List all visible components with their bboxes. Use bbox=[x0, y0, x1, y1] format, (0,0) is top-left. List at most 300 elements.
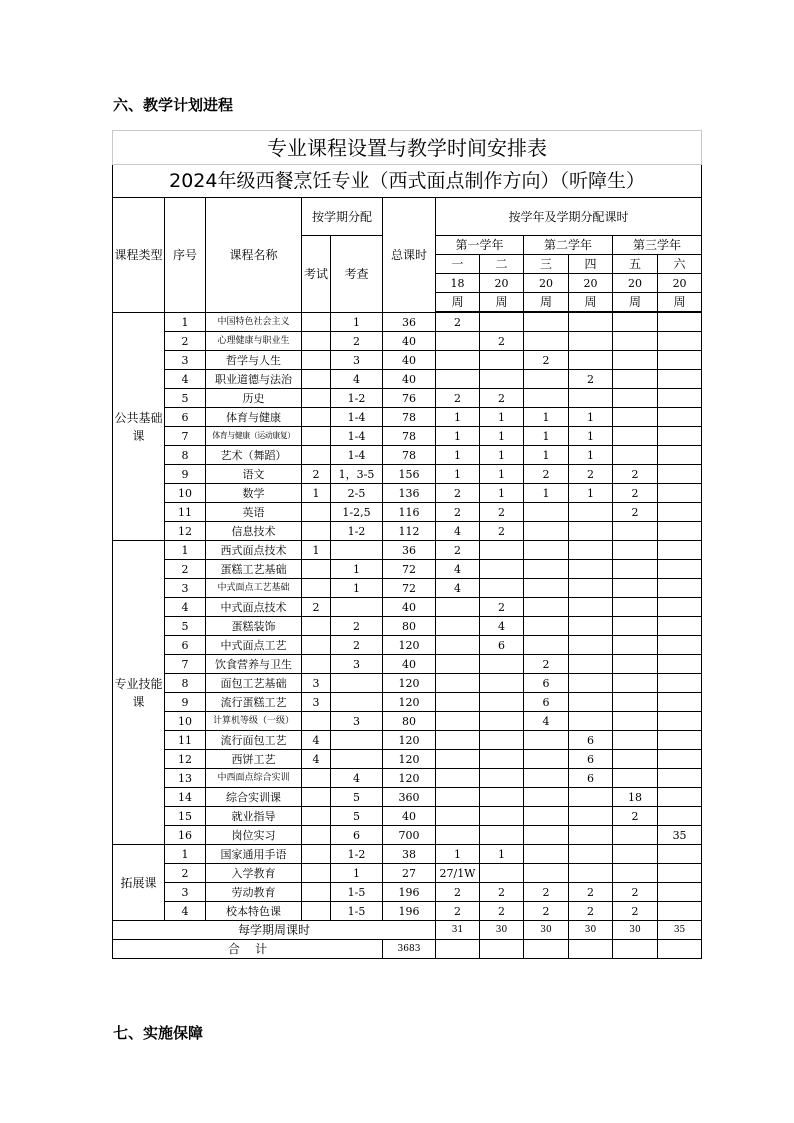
semester-hours-cell bbox=[524, 769, 569, 788]
header-weeks-2: 20 bbox=[480, 274, 524, 293]
course-type-cell: 公共基础课 bbox=[113, 313, 165, 541]
semester-hours-cell bbox=[613, 579, 658, 598]
exam-cell bbox=[302, 351, 331, 370]
semester-hours-cell bbox=[613, 598, 658, 617]
weekly-total-cell: 30 bbox=[480, 921, 524, 940]
semester-hours-cell: 2 bbox=[436, 902, 480, 921]
empty-cell bbox=[524, 940, 569, 959]
semester-hours-cell bbox=[613, 769, 658, 788]
semester-hours-cell: 2 bbox=[480, 503, 524, 522]
semester-hours-cell bbox=[524, 332, 569, 351]
semester-hours-cell bbox=[569, 351, 613, 370]
semester-hours-cell bbox=[524, 864, 569, 883]
total-hours-cell: 120 bbox=[383, 769, 436, 788]
semester-hours-cell bbox=[480, 351, 524, 370]
semester-hours-cell bbox=[613, 351, 658, 370]
course-name-cell: 计算机等级（一级） bbox=[206, 712, 302, 731]
header-weeks-3: 20 bbox=[524, 274, 569, 293]
semester-hours-cell bbox=[658, 902, 702, 921]
seq-cell: 4 bbox=[165, 902, 206, 921]
semester-hours-cell bbox=[480, 579, 524, 598]
header-semester-2: 二 bbox=[480, 255, 524, 274]
exam-cell bbox=[302, 522, 331, 541]
header-year-3: 第三学年 bbox=[613, 236, 702, 255]
total-hours-cell: 36 bbox=[383, 313, 436, 332]
semester-hours-cell bbox=[658, 560, 702, 579]
course-name-cell: 职业道德与法治 bbox=[206, 370, 302, 389]
semester-hours-cell bbox=[658, 465, 702, 484]
total-hours-cell: 112 bbox=[383, 522, 436, 541]
semester-hours-cell bbox=[613, 636, 658, 655]
semester-hours-cell bbox=[613, 560, 658, 579]
semester-hours-cell: 6 bbox=[569, 769, 613, 788]
semester-hours-cell bbox=[480, 560, 524, 579]
semester-hours-cell bbox=[658, 503, 702, 522]
exam-cell: 2 bbox=[302, 465, 331, 484]
semester-hours-cell bbox=[480, 693, 524, 712]
total-hours-cell: 78 bbox=[383, 446, 436, 465]
semester-hours-cell bbox=[524, 788, 569, 807]
semester-hours-cell bbox=[436, 674, 480, 693]
seq-cell: 9 bbox=[165, 693, 206, 712]
header-week-unit: 周 bbox=[480, 293, 524, 312]
semester-hours-cell: 1 bbox=[569, 427, 613, 446]
semester-hours-cell: 2 bbox=[480, 883, 524, 902]
total-hours-cell: 700 bbox=[383, 826, 436, 845]
check-cell: 1，3-5 bbox=[331, 465, 383, 484]
exam-cell: 1 bbox=[302, 541, 331, 560]
seq-cell: 8 bbox=[165, 674, 206, 693]
header-course-name: 课程名称 bbox=[206, 198, 302, 313]
semester-hours-cell bbox=[480, 655, 524, 674]
total-hours-cell: 80 bbox=[383, 617, 436, 636]
semester-hours-cell: 1 bbox=[524, 427, 569, 446]
semester-hours-cell bbox=[658, 636, 702, 655]
exam-cell: 4 bbox=[302, 750, 331, 769]
semester-hours-cell bbox=[436, 712, 480, 731]
course-name-cell: 流行面包工艺 bbox=[206, 731, 302, 750]
semester-hours-cell: 1 bbox=[436, 427, 480, 446]
seq-cell: 3 bbox=[165, 351, 206, 370]
semester-hours-cell bbox=[569, 807, 613, 826]
semester-hours-cell: 2 bbox=[480, 902, 524, 921]
semester-hours-cell: 2 bbox=[436, 503, 480, 522]
seq-cell: 13 bbox=[165, 769, 206, 788]
semester-hours-cell bbox=[524, 845, 569, 864]
table-row bbox=[113, 807, 702, 826]
semester-hours-cell: 4 bbox=[436, 560, 480, 579]
exam-cell bbox=[302, 845, 331, 864]
semester-hours-cell bbox=[658, 693, 702, 712]
header-week-unit: 周 bbox=[613, 293, 658, 312]
semester-hours-cell bbox=[658, 522, 702, 541]
check-cell: 1 bbox=[331, 560, 383, 579]
semester-hours-cell: 4 bbox=[436, 522, 480, 541]
seq-cell: 6 bbox=[165, 636, 206, 655]
semester-hours-cell bbox=[613, 731, 658, 750]
table-row bbox=[113, 408, 702, 427]
exam-cell bbox=[302, 769, 331, 788]
course-name-cell: 国家通用手语 bbox=[206, 845, 302, 864]
semester-hours-cell: 2 bbox=[436, 389, 480, 408]
semester-hours-cell bbox=[569, 655, 613, 674]
course-name-cell: 历史 bbox=[206, 389, 302, 408]
exam-cell bbox=[302, 427, 331, 446]
total-hours-cell: 40 bbox=[383, 598, 436, 617]
table-row bbox=[113, 655, 702, 674]
empty-cell bbox=[658, 940, 702, 959]
total-hours-cell: 72 bbox=[383, 560, 436, 579]
semester-hours-cell: 2 bbox=[524, 351, 569, 370]
header-week-unit: 周 bbox=[436, 293, 480, 312]
semester-hours-cell: 1 bbox=[480, 446, 524, 465]
total-hours-cell: 120 bbox=[383, 750, 436, 769]
course-name-cell: 入学教育 bbox=[206, 864, 302, 883]
exam-cell: 2 bbox=[302, 598, 331, 617]
semester-hours-cell: 2 bbox=[613, 807, 658, 826]
semester-hours-cell bbox=[524, 370, 569, 389]
semester-hours-cell bbox=[658, 731, 702, 750]
semester-hours-cell: 2 bbox=[436, 541, 480, 560]
total-hours-cell: 120 bbox=[383, 636, 436, 655]
header-check: 考查 bbox=[331, 236, 383, 313]
exam-cell bbox=[302, 636, 331, 655]
table-row bbox=[113, 389, 702, 408]
semester-hours-cell bbox=[658, 788, 702, 807]
check-cell: 1-2,5 bbox=[331, 503, 383, 522]
semester-hours-cell bbox=[436, 769, 480, 788]
course-name-cell: 英语 bbox=[206, 503, 302, 522]
empty-cell bbox=[480, 940, 524, 959]
semester-hours-cell bbox=[569, 788, 613, 807]
semester-hours-cell bbox=[658, 541, 702, 560]
semester-hours-cell: 6 bbox=[480, 636, 524, 655]
semester-hours-cell bbox=[658, 655, 702, 674]
check-cell: 2 bbox=[331, 617, 383, 636]
total-hours-cell: 40 bbox=[383, 332, 436, 351]
course-name-cell: 体育与健康 bbox=[206, 408, 302, 427]
semester-hours-cell bbox=[658, 389, 702, 408]
exam-cell bbox=[302, 902, 331, 921]
semester-hours-cell bbox=[436, 826, 480, 845]
semester-hours-cell: 4 bbox=[480, 617, 524, 636]
semester-hours-cell bbox=[613, 332, 658, 351]
check-cell: 3 bbox=[331, 351, 383, 370]
total-hours-cell: 40 bbox=[383, 655, 436, 674]
check-cell: 5 bbox=[331, 807, 383, 826]
semester-hours-cell bbox=[569, 598, 613, 617]
table-row bbox=[113, 332, 702, 351]
semester-hours-cell bbox=[569, 826, 613, 845]
semester-hours-cell: 18 bbox=[613, 788, 658, 807]
seq-cell: 15 bbox=[165, 807, 206, 826]
semester-hours-cell bbox=[658, 446, 702, 465]
semester-hours-cell bbox=[613, 693, 658, 712]
header-week-unit: 周 bbox=[524, 293, 569, 312]
semester-hours-cell bbox=[524, 598, 569, 617]
table-row bbox=[113, 427, 702, 446]
header-semester-6: 六 bbox=[658, 255, 702, 274]
header-seq: 序号 bbox=[165, 198, 206, 313]
semester-hours-cell bbox=[524, 636, 569, 655]
course-name-cell: 蛋糕工艺基础 bbox=[206, 560, 302, 579]
course-name-cell: 哲学与人生 bbox=[206, 351, 302, 370]
semester-hours-cell bbox=[524, 313, 569, 332]
total-hours-cell: 80 bbox=[383, 712, 436, 731]
table-subtitle: 2024年级西餐烹饪专业（西式面点制作方向）（听障生） bbox=[113, 165, 702, 198]
exam-cell bbox=[302, 313, 331, 332]
semester-hours-cell: 2 bbox=[613, 484, 658, 503]
course-name-cell: 就业指导 bbox=[206, 807, 302, 826]
total-hours-cell: 40 bbox=[383, 351, 436, 370]
semester-hours-cell: 1 bbox=[436, 446, 480, 465]
semester-hours-cell bbox=[658, 484, 702, 503]
seq-cell: 12 bbox=[165, 750, 206, 769]
seq-cell: 8 bbox=[165, 446, 206, 465]
semester-hours-cell: 2 bbox=[524, 465, 569, 484]
semester-hours-cell: 1 bbox=[480, 408, 524, 427]
seq-cell: 10 bbox=[165, 712, 206, 731]
check-cell: 1-4 bbox=[331, 427, 383, 446]
semester-hours-cell bbox=[524, 731, 569, 750]
exam-cell bbox=[302, 864, 331, 883]
table-row bbox=[113, 541, 702, 560]
table-row bbox=[113, 370, 702, 389]
semester-hours-cell: 2 bbox=[569, 902, 613, 921]
table-row bbox=[113, 788, 702, 807]
check-cell bbox=[331, 674, 383, 693]
check-cell: 5 bbox=[331, 788, 383, 807]
table-row bbox=[113, 693, 702, 712]
table-row bbox=[113, 902, 702, 921]
total-hours-cell: 72 bbox=[383, 579, 436, 598]
semester-hours-cell: 1 bbox=[569, 484, 613, 503]
semester-hours-cell: 1 bbox=[436, 845, 480, 864]
table-row bbox=[113, 617, 702, 636]
section-heading-implementation: 七、实施保障 bbox=[113, 1024, 204, 1042]
course-name-cell: 信息技术 bbox=[206, 522, 302, 541]
exam-cell: 1 bbox=[302, 484, 331, 503]
semester-hours-cell bbox=[524, 389, 569, 408]
header-semester-5: 五 bbox=[613, 255, 658, 274]
header-semester-4: 四 bbox=[569, 255, 613, 274]
semester-hours-cell bbox=[613, 427, 658, 446]
header-weeks-6: 20 bbox=[658, 274, 702, 293]
check-cell: 1-2 bbox=[331, 389, 383, 408]
header-course-type: 课程类型 bbox=[113, 198, 165, 313]
check-cell: 1-2 bbox=[331, 522, 383, 541]
course-name-cell: 流行蛋糕工艺 bbox=[206, 693, 302, 712]
header-exam: 考试 bbox=[302, 236, 331, 313]
header-weeks-5: 20 bbox=[613, 274, 658, 293]
semester-hours-cell bbox=[569, 541, 613, 560]
seq-cell: 6 bbox=[165, 408, 206, 427]
header-semester-3: 三 bbox=[524, 255, 569, 274]
semester-hours-cell bbox=[658, 351, 702, 370]
check-cell: 1-5 bbox=[331, 902, 383, 921]
header-week-unit: 周 bbox=[658, 293, 702, 312]
weekly-total-row bbox=[113, 921, 702, 940]
exam-cell bbox=[302, 788, 331, 807]
table-row bbox=[113, 636, 702, 655]
check-cell: 4 bbox=[331, 769, 383, 788]
semester-hours-cell bbox=[436, 617, 480, 636]
course-name-cell: 面包工艺基础 bbox=[206, 674, 302, 693]
empty-cell bbox=[613, 940, 658, 959]
table-row bbox=[113, 826, 702, 845]
check-cell: 6 bbox=[331, 826, 383, 845]
semester-hours-cell bbox=[524, 579, 569, 598]
total-hours-cell: 40 bbox=[383, 370, 436, 389]
exam-cell: 3 bbox=[302, 693, 331, 712]
table-row bbox=[113, 465, 702, 484]
total-hours-cell: 76 bbox=[383, 389, 436, 408]
total-hours-cell: 78 bbox=[383, 427, 436, 446]
total-hours-cell: 196 bbox=[383, 883, 436, 902]
check-cell: 1 bbox=[331, 864, 383, 883]
semester-hours-cell bbox=[436, 636, 480, 655]
weekly-total-cell: 30 bbox=[569, 921, 613, 940]
semester-hours-cell bbox=[658, 370, 702, 389]
course-name-cell: 西式面点技术 bbox=[206, 541, 302, 560]
header-year-2: 第二学年 bbox=[524, 236, 613, 255]
header-by-semester: 按学期分配 bbox=[302, 198, 383, 236]
table-row bbox=[113, 712, 702, 731]
grand-total-label: 合 计 bbox=[113, 940, 383, 959]
semester-hours-cell bbox=[658, 807, 702, 826]
semester-hours-cell bbox=[569, 332, 613, 351]
semester-hours-cell: 35 bbox=[658, 826, 702, 845]
semester-hours-cell: 2 bbox=[613, 503, 658, 522]
exam-cell bbox=[302, 560, 331, 579]
semester-hours-cell bbox=[613, 655, 658, 674]
semester-hours-cell bbox=[613, 864, 658, 883]
course-name-cell: 西饼工艺 bbox=[206, 750, 302, 769]
semester-hours-cell bbox=[480, 807, 524, 826]
semester-hours-cell: 2 bbox=[480, 522, 524, 541]
semester-hours-cell bbox=[436, 351, 480, 370]
semester-hours-cell: 1 bbox=[480, 465, 524, 484]
semester-hours-cell bbox=[658, 750, 702, 769]
course-name-cell: 中西面点综合实训 bbox=[206, 769, 302, 788]
exam-cell bbox=[302, 332, 331, 351]
semester-hours-cell bbox=[658, 712, 702, 731]
semester-hours-cell: 2 bbox=[480, 332, 524, 351]
semester-hours-cell: 1 bbox=[480, 484, 524, 503]
table-row bbox=[113, 351, 702, 370]
semester-hours-cell: 1 bbox=[569, 446, 613, 465]
weekly-total-cell: 30 bbox=[613, 921, 658, 940]
semester-hours-cell: 2 bbox=[569, 370, 613, 389]
exam-cell bbox=[302, 807, 331, 826]
semester-hours-cell bbox=[613, 845, 658, 864]
seq-cell: 11 bbox=[165, 503, 206, 522]
seq-cell: 7 bbox=[165, 427, 206, 446]
section-heading-teaching-plan: 六、教学计划进程 bbox=[113, 96, 234, 114]
semester-hours-cell bbox=[524, 807, 569, 826]
semester-hours-cell: 2 bbox=[613, 883, 658, 902]
semester-hours-cell bbox=[613, 617, 658, 636]
semester-hours-cell bbox=[480, 731, 524, 750]
seq-cell: 1 bbox=[165, 845, 206, 864]
header-total-hours: 总课时 bbox=[383, 198, 436, 313]
semester-hours-cell bbox=[524, 750, 569, 769]
semester-hours-cell: 2 bbox=[524, 655, 569, 674]
table-row bbox=[113, 864, 702, 883]
semester-hours-cell bbox=[658, 845, 702, 864]
table-row bbox=[113, 560, 702, 579]
semester-hours-cell bbox=[480, 541, 524, 560]
check-cell bbox=[331, 541, 383, 560]
semester-hours-cell bbox=[658, 579, 702, 598]
total-hours-cell: 360 bbox=[383, 788, 436, 807]
semester-hours-cell bbox=[569, 313, 613, 332]
course-schedule-table bbox=[112, 130, 702, 959]
semester-hours-cell bbox=[480, 370, 524, 389]
semester-hours-cell bbox=[436, 788, 480, 807]
table-title: 专业课程设置与教学时间安排表 bbox=[113, 131, 702, 165]
course-name-cell: 岗位实习 bbox=[206, 826, 302, 845]
semester-hours-cell bbox=[569, 560, 613, 579]
semester-hours-cell: 6 bbox=[569, 731, 613, 750]
semester-hours-cell: 27/1W bbox=[436, 864, 480, 883]
semester-hours-cell bbox=[569, 389, 613, 408]
semester-hours-cell: 2 bbox=[436, 484, 480, 503]
total-hours-cell: 196 bbox=[383, 902, 436, 921]
course-name-cell: 饮食营养与卫生 bbox=[206, 655, 302, 674]
semester-hours-cell: 1 bbox=[480, 845, 524, 864]
check-cell: 1 bbox=[331, 579, 383, 598]
check-cell: 1-4 bbox=[331, 446, 383, 465]
check-cell: 2-5 bbox=[331, 484, 383, 503]
semester-hours-cell bbox=[613, 674, 658, 693]
seq-cell: 5 bbox=[165, 389, 206, 408]
course-name-cell: 心理健康与职业生 bbox=[206, 332, 302, 351]
semester-hours-cell: 1 bbox=[480, 427, 524, 446]
semester-hours-cell bbox=[613, 826, 658, 845]
semester-hours-cell bbox=[436, 807, 480, 826]
seq-cell: 12 bbox=[165, 522, 206, 541]
semester-hours-cell bbox=[658, 883, 702, 902]
semester-hours-cell bbox=[658, 598, 702, 617]
semester-hours-cell bbox=[436, 598, 480, 617]
semester-hours-cell bbox=[480, 788, 524, 807]
semester-hours-cell: 2 bbox=[569, 883, 613, 902]
semester-hours-cell: 4 bbox=[436, 579, 480, 598]
grand-total-row bbox=[113, 940, 702, 959]
semester-hours-cell bbox=[658, 864, 702, 883]
semester-hours-cell bbox=[569, 845, 613, 864]
semester-hours-cell: 2 bbox=[480, 598, 524, 617]
exam-cell bbox=[302, 826, 331, 845]
total-hours-cell: 38 bbox=[383, 845, 436, 864]
course-name-cell: 综合实训课 bbox=[206, 788, 302, 807]
course-name-cell: 校本特色课 bbox=[206, 902, 302, 921]
semester-hours-cell bbox=[480, 769, 524, 788]
check-cell: 2 bbox=[331, 636, 383, 655]
exam-cell: 3 bbox=[302, 674, 331, 693]
table-row bbox=[113, 579, 702, 598]
semester-hours-cell bbox=[524, 541, 569, 560]
weekly-total-label: 每学期周课时 bbox=[113, 921, 436, 940]
semester-hours-cell bbox=[569, 503, 613, 522]
empty-cell bbox=[569, 940, 613, 959]
table-row bbox=[113, 845, 702, 864]
semester-hours-cell bbox=[658, 332, 702, 351]
semester-hours-cell bbox=[613, 389, 658, 408]
semester-hours-cell bbox=[436, 693, 480, 712]
exam-cell bbox=[302, 712, 331, 731]
